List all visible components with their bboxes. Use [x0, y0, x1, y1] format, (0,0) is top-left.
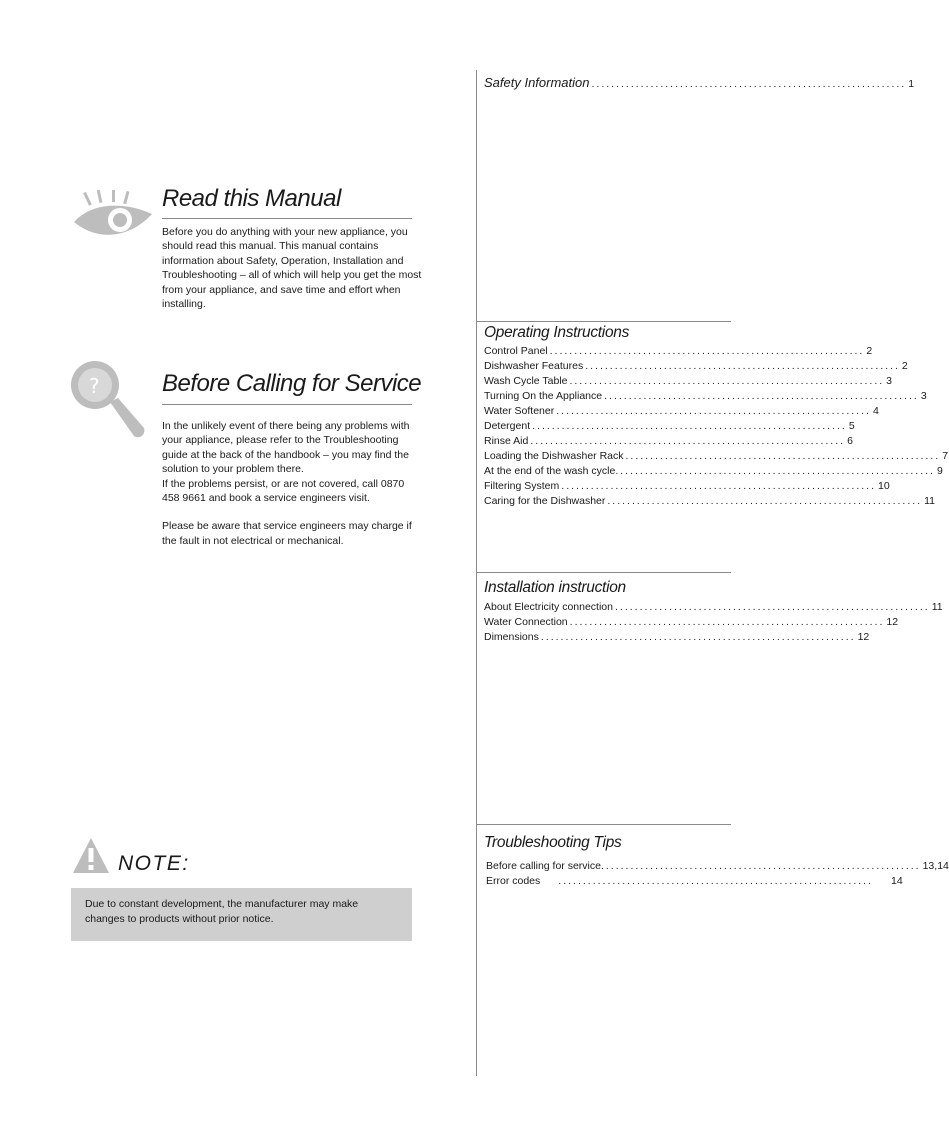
toc-row[interactable]: [484, 360, 908, 375]
toc-row[interactable]: [484, 495, 935, 510]
toc-rule-operating: [476, 321, 731, 322]
toc-leader: ................................................................: [625, 450, 941, 462]
toc-row[interactable]: [484, 375, 892, 390]
toc-page: 11: [924, 495, 935, 507]
before-calling-paragraph-3: Please be aware that service engineers may charge if the fault in not electrical or mechanical.: [162, 520, 412, 547]
toc-leader: ................................................................: [532, 420, 847, 432]
toc-label: Wash Cycle Table: [484, 375, 568, 387]
toc-row[interactable]: [484, 435, 853, 450]
toc-heading-installation: Installation instruction: [484, 579, 626, 596]
toc-label: Detergent: [484, 420, 531, 432]
toc-leader: ................................................................: [614, 601, 930, 613]
toc-label: About Electricity connection: [484, 601, 613, 613]
toc-label: At the end of the wash cycle.: [484, 465, 619, 477]
toc-leader: ................................................................: [558, 875, 873, 887]
toc-label: Turning On the Appliance: [484, 390, 603, 402]
toc-leader: ................................................................: [620, 465, 935, 477]
toc-list-troubleshooting: [486, 860, 949, 890]
before-calling-rule: [162, 404, 412, 405]
toc-rule-troubleshooting: [476, 824, 731, 825]
toc-divider: [476, 70, 477, 1076]
toc-page: 11: [931, 601, 943, 613]
before-calling-text: [162, 419, 422, 548]
toc-page: 3: [886, 375, 892, 387]
toc-page: 9: [936, 465, 943, 477]
toc-label: Dimensions: [484, 631, 539, 643]
toc-row[interactable]: [484, 616, 899, 631]
before-calling-paragraph-2: If the problems persist, or are not covered, call 0870 458 9661 and book a service engineers visit.: [162, 477, 405, 505]
toc-row[interactable]: [486, 860, 949, 875]
toc-label: Water Softener: [484, 405, 555, 417]
toc-label: Before calling for service.: [486, 860, 604, 872]
note-title: NOTE:: [118, 852, 190, 875]
toc-label: Water Connection: [484, 616, 568, 628]
toc-page: 10: [877, 480, 890, 492]
toc-page: 4: [872, 405, 879, 417]
toc-page: 13,14: [922, 860, 949, 872]
toc-page: 12: [886, 616, 899, 628]
toc-row[interactable]: [484, 480, 890, 495]
toc-page: 6: [847, 435, 853, 447]
toc-safety: [484, 75, 915, 90]
toc-heading-operating: Operating Instructions: [484, 324, 630, 341]
read-manual-rule: [162, 218, 412, 219]
before-calling-paragraph-1: In the unlikely event of there being any problems with your appliance, please refer to the Troubleshooting guide at the back of the handbook – you may find the solution to your problem there.: [162, 420, 410, 476]
toc-label: Filtering System: [484, 480, 560, 492]
toc-page: 2: [866, 345, 873, 357]
toc-leader: ................................................................: [569, 375, 885, 387]
toc-leader: ................................................................: [561, 480, 876, 492]
toc-row[interactable]: [484, 390, 927, 405]
toc-label: Rinse Aid: [484, 435, 529, 447]
toc-page: 5: [848, 420, 855, 432]
toc-page: 14: [890, 875, 903, 887]
toc-leader: ................................................................: [607, 495, 923, 507]
warning-triangle-icon: [71, 836, 111, 876]
toc-row[interactable]: [484, 601, 943, 616]
toc-heading-troubleshooting: Troubleshooting Tips: [484, 834, 622, 851]
read-manual-title: Read this Manual: [162, 185, 341, 212]
toc-leader: ................................................................: [540, 631, 856, 643]
toc-row[interactable]: [484, 405, 879, 420]
toc-label: Control Panel: [484, 345, 548, 357]
toc-row[interactable]: [486, 875, 903, 890]
note-text: Due to constant development, the manufacturer may make changes to products without prior notice.: [85, 898, 359, 925]
toc-list-installation: [484, 601, 943, 646]
svg-text:?: ?: [89, 374, 100, 398]
toc-label: Safety Information: [484, 75, 590, 90]
toc-label: Dishwasher Features: [484, 360, 584, 372]
toc-leader: ................................................................: [549, 345, 865, 357]
toc-page: 1: [908, 78, 915, 90]
toc-leader: ................................................................: [605, 860, 921, 872]
read-manual-paragraph: Before you do anything with your new appliance, you should read this manual. This manual contains information about Safety, Operation, Installation and Troubleshooting – all of which will help you get the most from your appliance, and save time and effort when installing.: [162, 226, 422, 311]
toc-label: Caring for the Dishwasher: [484, 495, 606, 507]
toc-page: 7: [942, 450, 949, 462]
toc-label: Loading the Dishwasher Rack: [484, 450, 624, 462]
magnifier-question-icon: [68, 358, 148, 442]
toc-leader: ................................................................: [591, 78, 907, 90]
toc-leader: ................................................................: [604, 390, 919, 402]
toc-page: 3: [920, 390, 927, 402]
toc-row[interactable]: [484, 631, 870, 646]
toc-page: 12: [857, 631, 870, 643]
toc-row[interactable]: [484, 465, 943, 480]
toc-leader: ................................................................: [530, 435, 846, 447]
toc-row[interactable]: [484, 420, 855, 435]
before-calling-title: Before Calling for Service: [162, 370, 422, 397]
note-box: [71, 888, 412, 941]
toc-row[interactable]: [484, 75, 915, 90]
read-manual-text: [162, 225, 422, 311]
toc-leader: ................................................................: [556, 405, 871, 417]
toc-row[interactable]: [484, 345, 873, 360]
eye-icon: [70, 190, 160, 246]
toc-rule-installation: [476, 572, 731, 573]
toc-page: 2: [901, 360, 908, 372]
toc-leader: ................................................................: [585, 360, 900, 372]
toc-leader: ................................................................: [569, 616, 885, 628]
toc-list-operating: [484, 345, 949, 510]
toc-label: Error codes: [486, 875, 541, 887]
toc-row[interactable]: [484, 450, 949, 465]
